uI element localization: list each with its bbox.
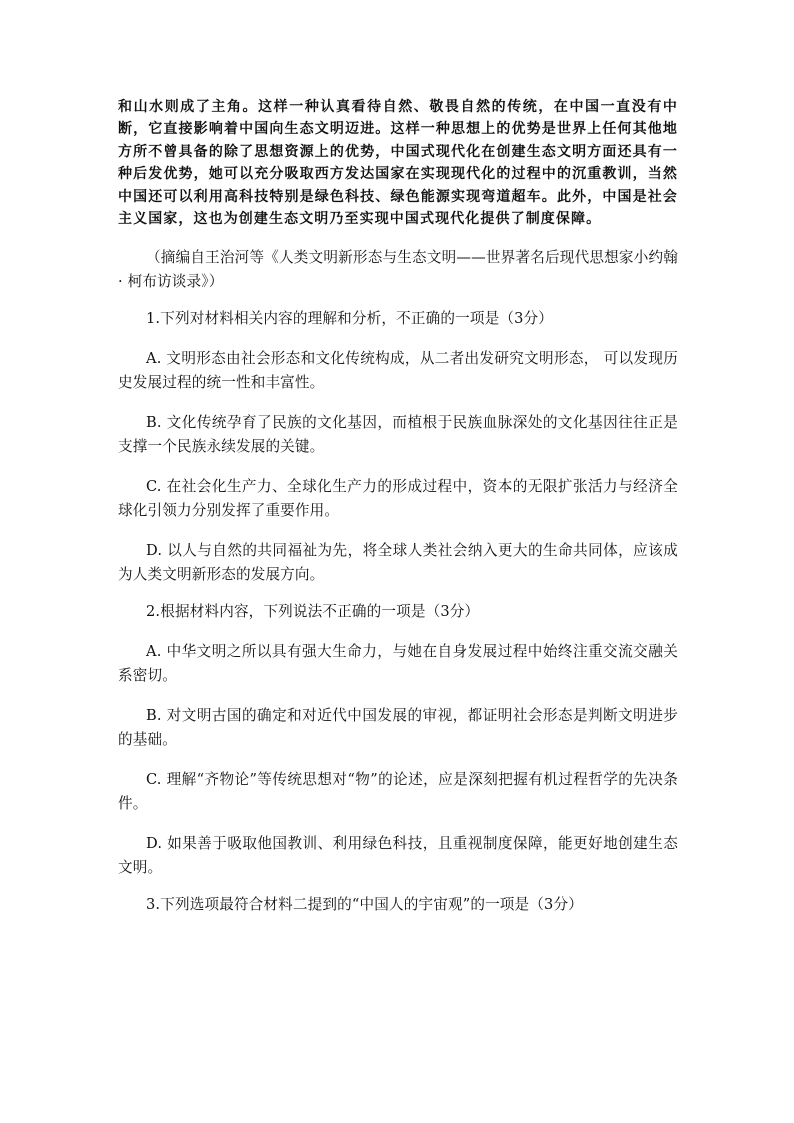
question-2-stem: 2.根据材料内容，下列说法不正确的一项是（3分） [146, 603, 480, 621]
question-2-option-c: C. 理解“齐物论”等传统思想对“物”的论述，应是深刻把握有机过程哲学的先决条件。 [118, 771, 678, 813]
question-1-option-b: B. 文化传统孕育了民族的文化基因，而植根于民族血脉深处的文化基因往往正是支撑一个民族永续发展的关键。 [118, 414, 678, 456]
intro-paragraph: 和山水则成了主角。这样一种认真看待自然、敬畏自然的传统，在中国一直没有中断，它直接影响着中国向生态文明迈进。这样一种思想上的优势是世界上任何其他地方所不曾具备的除了思想资源上的优势，中国式现代化在创建生态文明方面还具有一种后发优势，她可以充分吸取西方发达国家在实现现代化的过程中的沉重教训，当然中国还可以利用高科技特别是绿色科技、绿色能源实现弯道超车。此外，中国是社会主义国家，这也为创建生态文明乃至实现中国式现代化提供了制度保障。 [118, 99, 678, 228]
question-2-option-a: A. 中华文明之所以具有强大生命力，与她在自身发展过程中始终注重交流交融关系密切。 [118, 643, 678, 685]
question-1-stem: 1.下列对材料相关内容的理解和分析，不正确的一项是（3分） [146, 310, 553, 328]
question-2-option-b: B. 对文明古国的确定和对近代中国发展的审视，都证明社会形态是判断文明进步的基础。 [118, 707, 678, 749]
question-1-option-d: D. 以人与自然的共同福祉为先，将全球人类社会纳入更大的生命共同体，应该成为人类文明新形态的发展方向。 [118, 542, 678, 584]
document-body [118, 96, 678, 917]
source-citation: （摘编自王治河等《人类文明新形态与生态文明——世界著名后现代思想家小约翰· 柯布访谈录》） [118, 249, 678, 291]
question-1-option-c: C. 在社会化生产力、全球化生产力的形成过程中，资本的无限扩张活力与经济全球化引领力分别发挥了重要作用。 [118, 478, 678, 520]
question-2-option-d: D. 如果善于吸取他国教训、利用绿色科技，且重视制度保障，能更好地创建生态文明。 [118, 835, 678, 877]
question-1-option-a: A. 文明形态由社会形态和文化传统构成，从二者出发研究文明形态， 可以发现历史发展过程的统一性和丰富性。 [118, 350, 678, 392]
question-3-stem: 3.下列选项最符合材料二提到的“中国人的宇宙观”的一项是（3分） [146, 896, 583, 914]
